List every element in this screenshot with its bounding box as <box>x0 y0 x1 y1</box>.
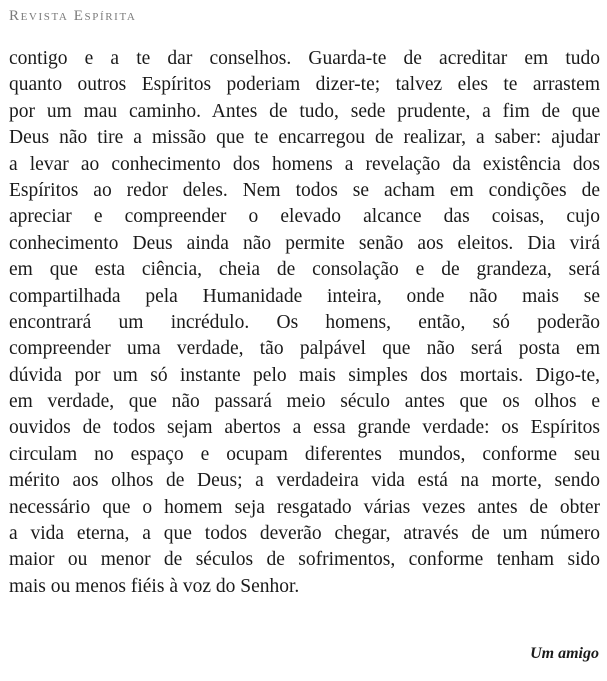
text-line: Deus não tire a missão que te encarregou de realizar, a saber: ajudar <box>9 127 600 149</box>
text-line: necessário que o homem seja resgatado várias vezes antes de obter <box>9 496 600 518</box>
text-line: a vida eterna, a que todos deverão chegar, através de um número <box>9 523 600 545</box>
text-line: dúvida por um só instante pelo mais simples dos mortais. Digo-te, <box>9 364 600 386</box>
text-line: apreciar e compreender o elevado alcance das coisas, cujo <box>9 206 600 228</box>
running-header: Revista Espírita <box>9 8 137 24</box>
text-line: encontrará um incrédulo. Os homens, então, só poderão <box>9 311 600 333</box>
text-line: ouvidos de todos sejam abertos a essa grande verdade: os Espíritos <box>9 417 600 439</box>
signature: Um amigo <box>530 645 599 662</box>
text-line: compreender uma verdade, tão palpável que não será posta em <box>9 338 600 360</box>
text-line: contigo e a te dar conselhos. Guarda-te de acreditar em tudo <box>9 48 600 69</box>
body-text <box>9 46 600 600</box>
text-line: em verdade, que não passará meio século antes que os olhos e <box>9 391 600 413</box>
text-line: por um mau caminho. Antes de tudo, sede prudente, a fim de que <box>9 100 600 122</box>
text-line: mais ou menos fiéis à voz do Senhor. <box>9 575 300 597</box>
text-line: mérito aos olhos de Deus; a verdadeira vida está na morte, sendo <box>9 470 600 492</box>
text-line: circulam no espaço e ocupam diferentes mundos, conforme seu <box>9 443 600 465</box>
text-line: quanto outros Espíritos poderiam dizer-te; talvez eles te arrastem <box>9 74 600 96</box>
text-line: conhecimento Deus ainda não permite senão aos eleitos. Dia virá <box>9 232 600 254</box>
text-line: Espíritos ao redor deles. Nem todos se acham em condições de <box>9 179 600 201</box>
text-line: maior ou menor de séculos de sofrimentos, conforme tenham sido <box>9 549 600 571</box>
text-line: a levar ao conhecimento dos homens a revelação da existência dos <box>9 153 600 175</box>
text-line: em que esta ciência, cheia de consolação e de grandeza, será <box>9 259 600 281</box>
text-line: compartilhada pela Humanidade inteira, onde não mais se <box>9 285 600 307</box>
